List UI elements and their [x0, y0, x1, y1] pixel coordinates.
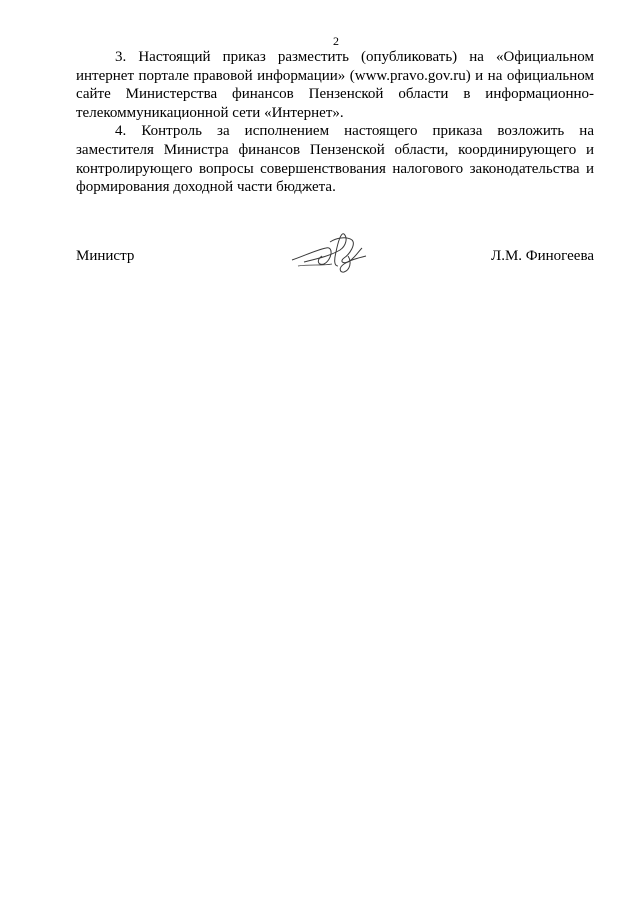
- signature-block: [76, 226, 594, 276]
- paragraph-control: 4. Контроль за исполнением настоящего приказа возложить на заместителя Министра финансов Пензенской области, координирующего и контролирующего вопросы совершенствования налогового законодательства и формирования доходной части бюджета.: [76, 123, 594, 196]
- page-number: 2: [333, 34, 339, 48]
- signer-title: Министр: [76, 248, 135, 264]
- handwritten-signature-icon: [286, 226, 370, 276]
- paragraph-publication: 3. Настоящий приказ разместить (опубликовать) на «Официальном интернет портале правовой информации» (www.pravo.gov.ru) и на официальном сайте Министерства финансов Пензенской области в информационно-телекоммуникационной сети «Интернет».: [76, 49, 594, 121]
- signer-name: Л.М. Финогеева: [491, 248, 594, 264]
- document-body: [76, 48, 594, 197]
